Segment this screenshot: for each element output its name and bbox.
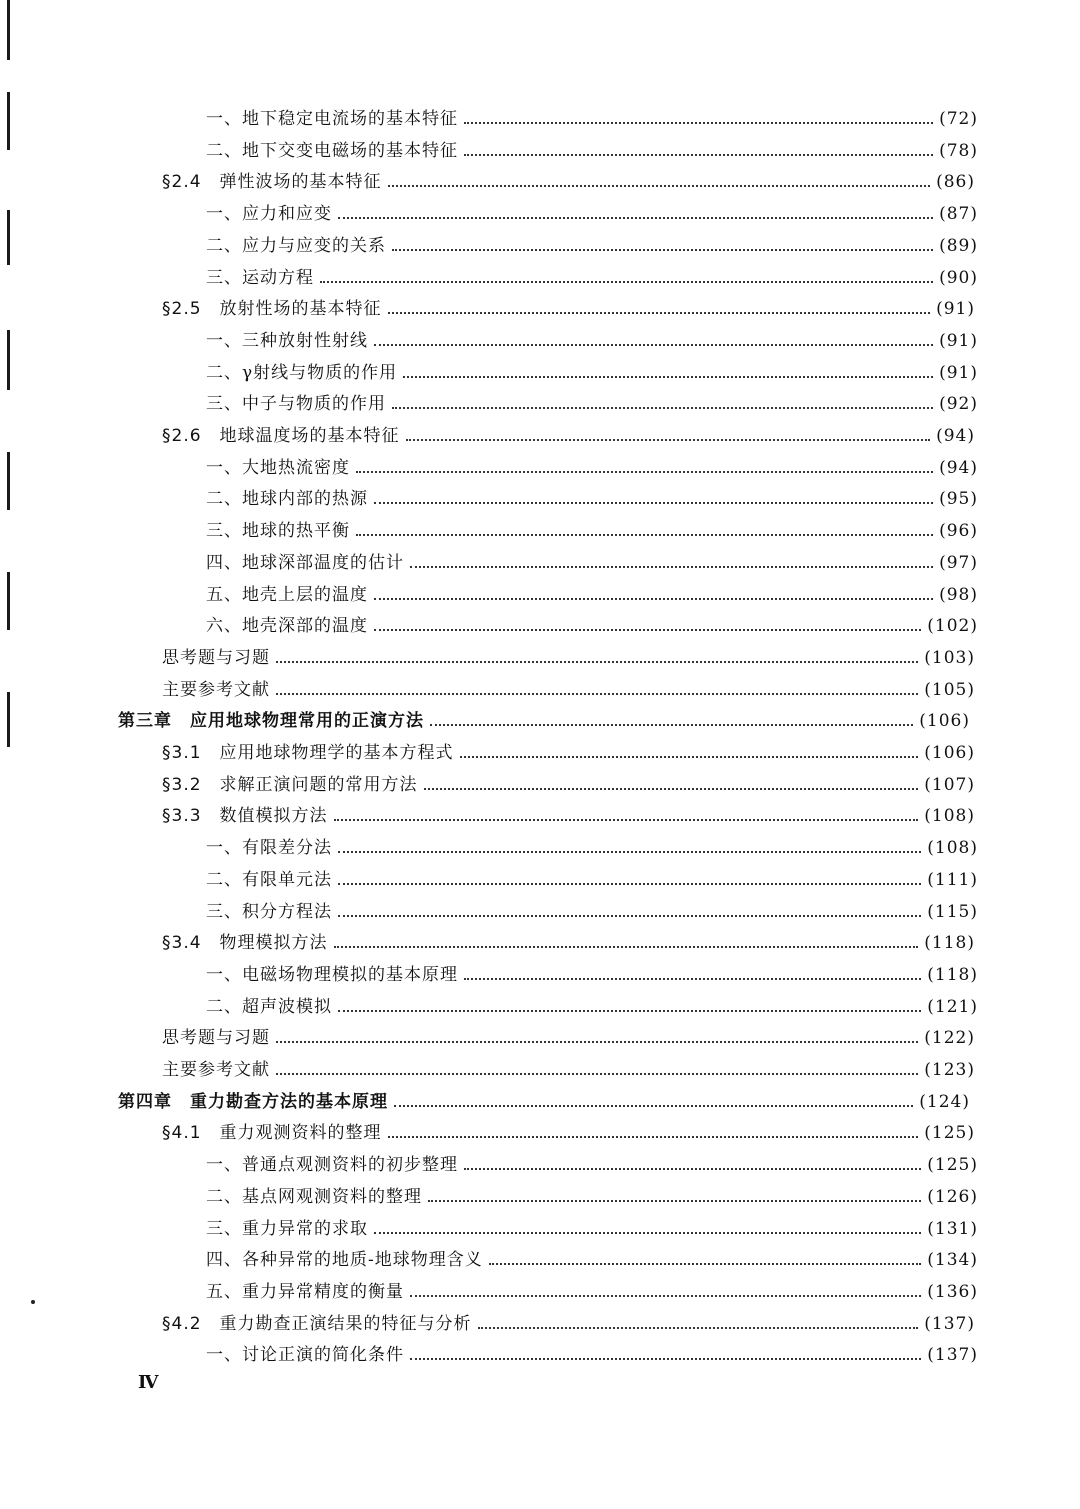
entry-title: 六、地壳深部的温度 (206, 616, 368, 637)
subsection-entry (206, 265, 978, 291)
dot-leader (388, 1136, 919, 1138)
entry-title: 第四章 重力勘查方法的基本原理 (118, 1091, 388, 1112)
entry-page-number: (91) (939, 330, 978, 351)
dot-leader (410, 1358, 921, 1360)
entry-page-number: (137) (924, 1313, 975, 1334)
dot-leader (410, 566, 933, 568)
entry-page-number: (96) (939, 521, 978, 542)
dot-leader (388, 185, 931, 187)
dot-leader (388, 312, 931, 314)
dot-leader (428, 1200, 921, 1202)
entry-title: §2.6 地球温度场的基本特征 (162, 426, 400, 446)
section-entry (162, 1311, 975, 1337)
entry-page-number: (92) (939, 394, 978, 415)
entry-page-number: (125) (924, 1123, 975, 1144)
dot-leader (338, 915, 921, 917)
entry-title: 第三章 应用地球物理常用的正演方法 (118, 711, 424, 732)
section-entry (162, 740, 975, 766)
entry-title: 二、基点网观测资料的整理 (206, 1186, 422, 1207)
entry-page-number: (102) (927, 616, 978, 637)
entry-page-number: (126) (927, 1186, 978, 1207)
subsection-entry (206, 1342, 978, 1368)
entry-page-number: (123) (924, 1060, 975, 1080)
dot-leader (478, 1327, 919, 1329)
entry-page-number: (125) (927, 1155, 978, 1176)
entry-title: §3.4 物理模拟方法 (162, 933, 328, 954)
subsection-entry (206, 455, 978, 481)
entry-page-number: (98) (939, 584, 978, 605)
dot-leader (392, 249, 933, 251)
dot-leader (320, 281, 933, 283)
scan-edge-mark (7, 452, 10, 510)
dot-leader (460, 756, 919, 758)
entry-title: 主要参考文献 (162, 1060, 270, 1080)
entry-title: §2.5 放射性场的基本特征 (162, 299, 382, 320)
entry-page-number: (108) (924, 806, 975, 827)
dot-leader (403, 376, 933, 378)
dot-leader (394, 1105, 913, 1107)
section-entry (162, 1120, 975, 1146)
entry-page-number: (121) (927, 996, 978, 1017)
entry-page-number: (115) (927, 901, 978, 922)
entry-title: §2.4 弹性波场的基本特征 (162, 172, 382, 193)
entry-title: 一、电磁场物理模拟的基本原理 (206, 964, 458, 985)
subsection-entry (206, 867, 978, 893)
section-entry (162, 1057, 975, 1083)
entry-page-number: (103) (924, 647, 975, 668)
dot-leader (338, 1010, 921, 1012)
subsection-entry (206, 613, 978, 639)
entry-page-number: (106) (924, 743, 975, 763)
entry-title: 思考题与习题 (162, 647, 270, 668)
entry-title: 五、重力异常精度的衡量 (206, 1281, 404, 1302)
scan-edge-mark (7, 692, 10, 747)
dot-leader (374, 629, 921, 631)
entry-page-number: (72) (939, 109, 978, 129)
subsection-entry (206, 201, 978, 227)
subsection-entry (206, 994, 978, 1020)
dot-leader (374, 344, 933, 346)
entry-page-number: (107) (924, 774, 975, 795)
dot-leader (464, 1168, 921, 1170)
entry-title: 三、积分方程法 (206, 901, 332, 922)
entry-page-number: (95) (939, 489, 978, 510)
entry-page-number: (91) (936, 299, 975, 320)
dot-leader (464, 978, 921, 980)
entry-page-number: (118) (927, 964, 978, 985)
chapter-entry (118, 1089, 970, 1115)
entry-title: 四、地球深部温度的估计 (206, 552, 404, 573)
dot-leader (356, 534, 933, 536)
entry-page-number: (131) (927, 1218, 978, 1239)
section-entry (162, 803, 975, 829)
entry-page-number: (94) (936, 426, 975, 446)
entry-title: §3.1 应用地球物理学的基本方程式 (162, 743, 454, 763)
dot-leader (424, 788, 919, 790)
entry-page-number: (97) (939, 552, 978, 573)
entry-title: 二、应力与应变的关系 (206, 235, 386, 256)
entry-title: §3.3 数值模拟方法 (162, 806, 328, 827)
entry-title: §3.2 求解正演问题的常用方法 (162, 774, 418, 795)
subsection-entry (206, 233, 978, 259)
section-entry (162, 169, 975, 195)
entry-page-number: (124) (919, 1091, 970, 1112)
dot-leader (374, 502, 933, 504)
section-entry (162, 1025, 975, 1051)
entry-page-number: (86) (936, 172, 975, 193)
scan-edge-mark (7, 330, 10, 390)
dot-leader (338, 217, 933, 219)
dot-leader (464, 154, 933, 156)
entry-title: 一、讨论正演的简化条件 (206, 1345, 404, 1366)
section-entry (162, 296, 975, 322)
entry-title: 思考题与习题 (162, 1028, 270, 1049)
entry-page-number: (106) (919, 711, 970, 732)
subsection-entry (206, 835, 978, 861)
subsection-entry (206, 518, 978, 544)
dot-leader (406, 439, 931, 441)
entry-page-number: (90) (939, 267, 978, 288)
scan-edge-mark (7, 0, 10, 60)
dot-leader (338, 883, 921, 885)
dot-leader (334, 946, 919, 948)
entry-page-number: (108) (927, 838, 978, 859)
entry-title: 五、地壳上层的温度 (206, 584, 368, 605)
entry-page-number: (137) (927, 1345, 978, 1366)
dot-leader (276, 693, 918, 695)
entry-title: §4.1 重力观测资料的整理 (162, 1123, 382, 1144)
subsection-entry (206, 1152, 978, 1178)
dot-leader (276, 1041, 918, 1043)
entry-title: 三、地球的热平衡 (206, 521, 350, 542)
entry-page-number: (105) (924, 679, 975, 700)
dot-leader (410, 1295, 921, 1297)
entry-title: §4.2 重力勘查正演结果的特征与分析 (162, 1313, 472, 1334)
dot-leader (374, 598, 933, 600)
dot-leader (430, 724, 913, 726)
entry-page-number: (122) (924, 1028, 975, 1049)
entry-title: 二、γ射线与物质的作用 (206, 362, 398, 383)
entry-page-number: (111) (927, 869, 978, 890)
dot-leader (276, 661, 918, 663)
subsection-entry (206, 360, 978, 386)
chapter-entry (118, 708, 970, 734)
dot-leader (334, 819, 919, 821)
dot-leader (489, 1263, 922, 1265)
subsection-entry (206, 1247, 978, 1273)
dot-leader (464, 122, 933, 124)
dot-leader (374, 1232, 921, 1234)
entry-title: 一、地下稳定电流场的基本特征 (206, 109, 458, 129)
entry-title: 二、超声波模拟 (206, 996, 332, 1017)
dot-leader (338, 851, 921, 853)
entry-title: 三、运动方程 (206, 267, 314, 288)
dot-leader (356, 471, 933, 473)
subsection-entry (206, 106, 978, 132)
section-entry (162, 423, 975, 449)
entry-page-number: (94) (939, 457, 978, 478)
subsection-entry (206, 1216, 978, 1242)
entry-page-number: (87) (939, 204, 978, 225)
subsection-entry (206, 138, 978, 164)
subsection-entry (206, 486, 978, 512)
subsection-entry (206, 391, 978, 417)
scan-edge-mark (7, 210, 10, 265)
entry-title: 一、大地热流密度 (206, 457, 350, 478)
section-entry (162, 677, 975, 703)
entry-title: 主要参考文献 (162, 679, 270, 700)
subsection-entry (206, 899, 978, 925)
entry-page-number: (78) (939, 140, 978, 161)
entry-title: 一、有限差分法 (206, 838, 332, 859)
subsection-entry (206, 550, 978, 576)
page-number: Ⅳ (138, 1372, 159, 1393)
section-entry (162, 772, 975, 798)
entry-title: 一、应力和应变 (206, 204, 332, 225)
entry-page-number: (136) (927, 1281, 978, 1302)
scan-edge-mark (7, 92, 10, 150)
entry-page-number: (118) (924, 933, 975, 954)
entry-page-number: (91) (939, 362, 978, 383)
entry-title: 二、地下交变电磁场的基本特征 (206, 140, 458, 161)
entry-title: 四、各种异常的地质-地球物理含义 (206, 1250, 483, 1271)
dot-leader (392, 407, 933, 409)
subsection-entry (206, 328, 978, 354)
entry-title: 三、中子与物质的作用 (206, 394, 386, 415)
entry-title: 二、地球内部的热源 (206, 489, 368, 510)
scan-edge-mark (7, 572, 10, 630)
subsection-entry (206, 1279, 978, 1305)
entry-title: 一、普通点观测资料的初步整理 (206, 1155, 458, 1176)
entry-title: 二、有限单元法 (206, 869, 332, 890)
entry-title: 一、三种放射性射线 (206, 330, 368, 351)
scan-speck (31, 1300, 35, 1304)
section-entry (162, 930, 975, 956)
dot-leader (276, 1073, 918, 1075)
entry-page-number: (134) (927, 1250, 978, 1271)
subsection-entry (206, 962, 978, 988)
section-entry (162, 645, 975, 671)
entry-title: 三、重力异常的求取 (206, 1218, 368, 1239)
subsection-entry (206, 1184, 978, 1210)
subsection-entry (206, 582, 978, 608)
entry-page-number: (89) (939, 235, 978, 256)
